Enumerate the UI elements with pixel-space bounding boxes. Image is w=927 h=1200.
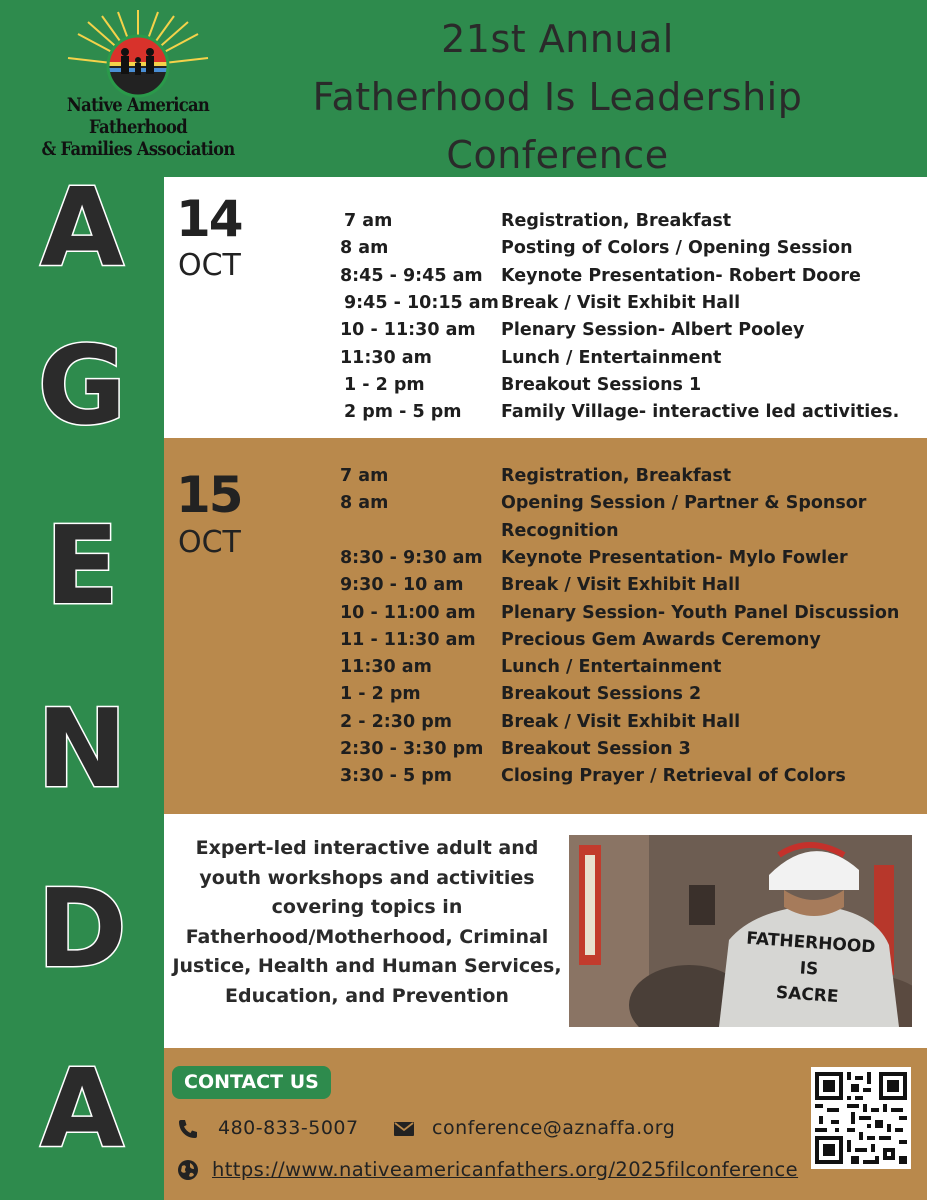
schedule-time: 2:30 - 3:30 pm <box>340 739 484 759</box>
agenda-letter-n: N <box>36 687 128 812</box>
schedule-row <box>164 402 927 429</box>
phone-icon <box>176 1117 200 1141</box>
schedule-time: 8 am <box>340 238 389 259</box>
schedule-time: 1 - 2 pm <box>344 374 425 395</box>
schedule-row <box>164 466 927 493</box>
day1-schedule <box>164 177 927 438</box>
schedule-activity: Posting of Colors / Opening Session <box>501 238 853 259</box>
schedule-time: 11 - 11:30 am <box>340 629 476 650</box>
schedule-activity: Registration, Breakfast <box>501 211 732 231</box>
association-logo <box>22 8 254 158</box>
schedule-row <box>164 575 927 602</box>
day2-date-number: 15 <box>176 466 242 524</box>
schedule-row <box>164 603 927 630</box>
title-line3: Conference <box>446 133 669 177</box>
schedule-time: 8:45 - 9:45 am <box>340 265 483 286</box>
schedule-activity: Family Village- interactive led activities. <box>501 402 900 423</box>
schedule-time: 7 am <box>340 466 389 486</box>
schedule-row <box>164 238 927 265</box>
schedule-time: 9:45 - 10:15 am <box>344 292 499 313</box>
contact-section <box>164 1048 927 1200</box>
schedule-time: 11:30 am <box>340 347 432 368</box>
contact-email[interactable]: conference@aznaffa.org <box>432 1117 676 1139</box>
workshop-description: Expert-led interactive adult and youth workshops and activities covering topics in Fatherhood/Motherhood, Criminal Justice, Health and Human Services, Education, and Prevention <box>172 837 562 1007</box>
schedule-activity: Recognition <box>501 520 619 541</box>
contact-website-link[interactable]: https://www.nativeamericanfathers.org/2025filconference <box>212 1158 799 1181</box>
schedule-time: 7 am <box>344 211 393 231</box>
conference-photo <box>569 835 912 1027</box>
schedule-activity: Lunch / Entertainment <box>501 657 722 678</box>
day2-schedule <box>164 438 927 814</box>
schedule-row <box>164 493 927 520</box>
agenda-letter-e: E <box>45 504 119 629</box>
schedule-row <box>164 657 927 684</box>
schedule-activity: Precious Gem Awards Ceremony <box>501 629 821 650</box>
schedule-time: 9:30 - 10 am <box>340 575 464 596</box>
logo-text-line1: Native American Fatherhood <box>66 94 210 138</box>
schedule-activity: Keynote Presentation- Robert Doore <box>501 265 861 286</box>
agenda-letter-a1: A <box>40 166 124 291</box>
schedule-activity: Closing Prayer / Retrieval of Colors <box>501 766 846 787</box>
title-line2: Fatherhood Is Leadership <box>312 75 803 119</box>
globe-icon <box>176 1158 200 1182</box>
agenda-letter-d: D <box>37 867 127 992</box>
schedule-time: 1 - 2 pm <box>340 684 421 705</box>
schedule-time: 8:30 - 9:30 am <box>340 547 483 568</box>
agenda-vertical-title <box>0 166 164 1200</box>
schedule-time: 8 am <box>340 493 389 514</box>
workshop-description-section <box>164 814 927 1048</box>
title-line1: 21st Annual <box>441 17 674 61</box>
qr-code[interactable] <box>811 1067 911 1169</box>
schedule-row <box>164 320 927 347</box>
schedule-row <box>164 375 927 402</box>
schedule-row <box>164 266 927 293</box>
schedule-activity: Lunch / Entertainment <box>501 347 722 368</box>
schedule-activity: Plenary Session- Albert Pooley <box>501 320 805 341</box>
schedule-activity: Breakout Sessions 1 <box>501 374 702 395</box>
conference-title <box>270 10 845 184</box>
schedule-time: 2 - 2:30 pm <box>340 711 453 732</box>
schedule-activity: Breakout Session 3 <box>501 739 691 759</box>
schedule-activity: Break / Visit Exhibit Hall <box>501 575 741 596</box>
day1-month: OCT <box>178 248 241 283</box>
day2-month: OCT <box>178 525 241 560</box>
agenda-letter-g: G <box>37 324 127 449</box>
schedule-row <box>164 739 927 766</box>
schedule-time: 2 pm - 5 pm <box>344 402 462 423</box>
day1-date-number: 14 <box>176 190 242 248</box>
schedule-row <box>164 712 927 739</box>
schedule-activity: Breakout Sessions 2 <box>501 684 702 705</box>
schedule-time: 10 - 11:30 am <box>340 320 476 341</box>
schedule-activity: Break / Visit Exhibit Hall <box>501 292 741 313</box>
schedule-row <box>164 348 927 375</box>
photo-shirt-line1: FATHERHOOD <box>745 928 876 958</box>
schedule-time: 11:30 am <box>340 657 432 678</box>
contact-heading: CONTACT US <box>172 1066 331 1099</box>
email-icon <box>392 1117 416 1141</box>
photo-shirt-line3: SACRE <box>775 982 840 1008</box>
contact-phone[interactable]: 480-833-5007 <box>218 1117 359 1139</box>
schedule-activity: Keynote Presentation- Mylo Fowler <box>501 547 848 568</box>
photo-shirt-text <box>736 925 881 1013</box>
logo-text-line2: & Families Association <box>41 138 235 160</box>
schedule-row <box>164 211 927 238</box>
schedule-time: 3:30 - 5 pm <box>340 766 453 787</box>
logo-sun-emblem-icon <box>22 8 254 108</box>
photo-shirt-line2: IS <box>799 958 819 980</box>
schedule-row <box>164 293 927 320</box>
schedule-activity: Break / Visit Exhibit Hall <box>501 711 741 732</box>
schedule-row <box>164 521 927 548</box>
qr-code-icon <box>811 1067 911 1169</box>
schedule-time: 10 - 11:00 am <box>340 602 476 623</box>
schedule-activity: Opening Session / Partner & Sponsor <box>501 493 867 514</box>
schedule-row <box>164 630 927 657</box>
schedule-row <box>164 684 927 711</box>
schedule-row <box>164 548 927 575</box>
schedule-activity: Registration, Breakfast <box>501 466 732 486</box>
schedule-activity: Plenary Session- Youth Panel Discussion <box>501 602 900 623</box>
schedule-row <box>164 766 927 793</box>
agenda-letter-a2: A <box>40 1047 124 1172</box>
header <box>0 0 927 177</box>
